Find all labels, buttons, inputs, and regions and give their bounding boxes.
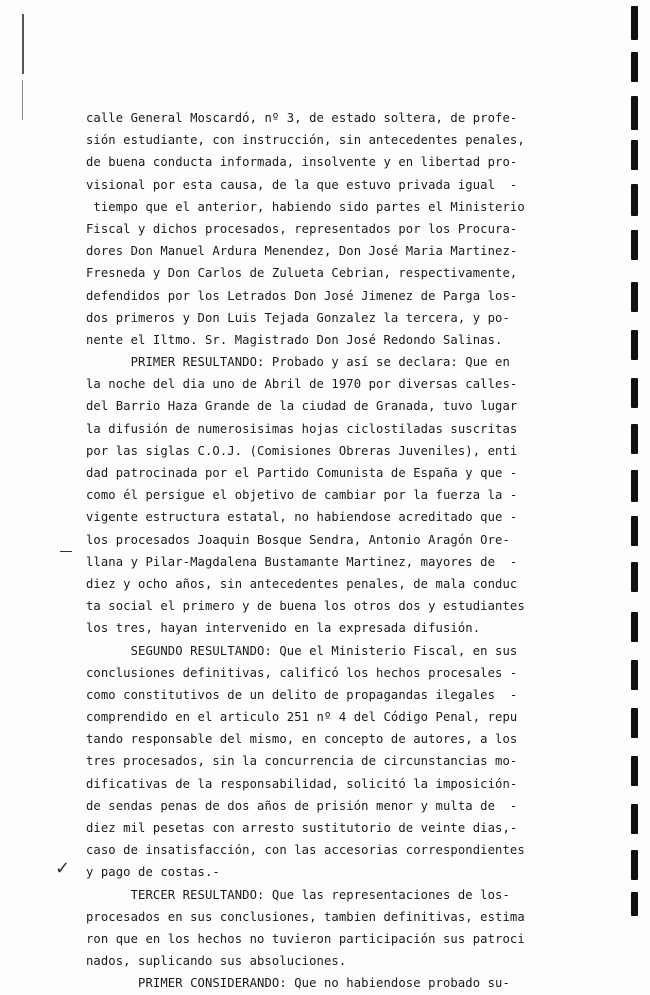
text-line: los tres, hayan intervenido en la expresada difusión.	[86, 621, 481, 636]
binding-mark	[631, 516, 638, 546]
text-line: comprendido en el articulo 251 nº 4 del Código Penal, repu	[86, 710, 518, 725]
text-line: la difusión de numerosisimas hojas ciclostiladas suscritas	[86, 421, 518, 436]
text-line: diez mil pesetas con arresto sustitutorio de veinte dias,-	[86, 821, 518, 835]
margin-dash	[60, 551, 72, 552]
left-binding-line	[22, 14, 24, 74]
text-line: tando responsable del mismo, en concepto de autores, a los	[86, 732, 518, 747]
text-line: PRIMER RESULTANDO: Probado y así se declara: Que en	[86, 355, 510, 370]
text-line: ron que en los hechos no tuvieron participación sus patroci	[86, 931, 525, 946]
text-line: PRIMER CONSIDERANDO: Que no habiendose probado su-	[86, 976, 510, 991]
binding-mark	[631, 140, 638, 170]
text-line: la noche del dia uno de Abril de 1970 por diversas calles-	[86, 377, 518, 392]
text-line: como constitutivos de un delito de propagandas ilegales -	[86, 687, 518, 702]
text-line: por las siglas C.O.J. (Comisiones Obreras Juveniles), enti	[86, 443, 518, 458]
text-line: caso de insatisfacción, con las accesorias correspondientes	[86, 843, 525, 858]
binding-mark	[631, 850, 638, 880]
margin-check-mark: ✓	[55, 858, 71, 879]
binding-mark	[631, 708, 638, 738]
text-line: visional por esta causa, de la que estuvo privada igual -	[86, 177, 518, 192]
text-line: y pago de costas.-	[86, 865, 220, 880]
binding-mark	[631, 282, 638, 312]
text-line: TERCER RESULTANDO: Que las representaciones de los-	[86, 887, 510, 902]
text-line: de sendas penas de dos años de prisión menor y multa de -	[86, 798, 518, 813]
binding-mark	[631, 470, 638, 502]
text-line: nados, suplicando sus absoluciones.	[86, 954, 347, 969]
binding-mark	[631, 612, 638, 642]
text-line: dad patrocinada por el Partido Comunista de España y que -	[86, 466, 518, 480]
text-line: ta social el primero y de buena los otros dos y estudiantes	[86, 599, 525, 614]
binding-mark	[631, 660, 638, 690]
binding-mark	[631, 184, 638, 216]
binding-mark	[631, 6, 638, 40]
binding-mark	[631, 804, 638, 834]
text-line: Fiscal y dichos procesados, representados por los Procura-	[86, 221, 518, 236]
text-line: sión estudiante, con instrucción, sin antecedentes penales,	[86, 133, 525, 148]
text-line: calle General Moscardó, nº 3, de estado soltera, de profe-	[86, 111, 518, 125]
text-line: diez y ocho años, sin antecedentes penales, de mala conduc	[86, 576, 518, 591]
typed-text-body	[86, 107, 536, 995]
binding-mark	[631, 378, 638, 408]
text-line: del Barrio Haza Grande de la ciudad de Granada, tuvo lugar	[86, 399, 518, 414]
text-line: procesados en sus conclusiones, tambien definitivas, estima	[86, 909, 525, 924]
text-line: vigente estructura estatal, no habiendose acreditado que -	[86, 510, 518, 525]
text-line: llana y Pilar-Magdalena Bustamante Martinez, mayores de -	[86, 554, 518, 569]
text-line: dos primeros y Don Luis Tejada Gonzalez la tercera, y po-	[86, 310, 510, 325]
binding-mark	[631, 330, 638, 360]
left-binding-line-lower	[22, 80, 23, 120]
binding-mark	[631, 96, 638, 130]
text-line: dores Don Manuel Ardura Menendez, Don José Maria Martinez-	[86, 244, 518, 259]
binding-mark	[631, 892, 638, 916]
text-line: conclusiones definitivas, calificó los hechos procesales -	[86, 665, 518, 680]
text-line: defendidos por los Letrados Don José Jimenez de Parga los-	[86, 288, 518, 303]
text-line: dificativas de la responsabilidad, solicitó la imposición-	[86, 776, 518, 791]
binding-mark	[631, 230, 638, 260]
text-line: de buena conducta informada, insolvente y en libertad pro-	[86, 155, 518, 170]
binding-mark	[631, 52, 638, 82]
text-line: como él persigue el objetivo de cambiar por la fuerza la -	[86, 488, 518, 503]
text-line: SEGUNDO RESULTANDO: Que el Ministerio Fiscal, en sus	[86, 643, 518, 658]
binding-mark	[631, 756, 638, 786]
binding-mark	[631, 562, 638, 592]
text-line: los procesados Joaquin Bosque Sendra, Antonio Aragón Ore-	[86, 532, 510, 547]
text-line: Fresneda y Don Carlos de Zulueta Cebrian, respectivamente,	[86, 266, 518, 281]
text-line: nente el Iltmo. Sr. Magistrado Don José Redondo Salinas.	[86, 332, 503, 347]
binding-mark	[631, 424, 638, 454]
text-line: tiempo que el anterior, habiendo sido partes el Ministerio	[86, 199, 525, 214]
text-line: tres procesados, sin la concurrencia de circunstancias mo-	[86, 754, 518, 769]
